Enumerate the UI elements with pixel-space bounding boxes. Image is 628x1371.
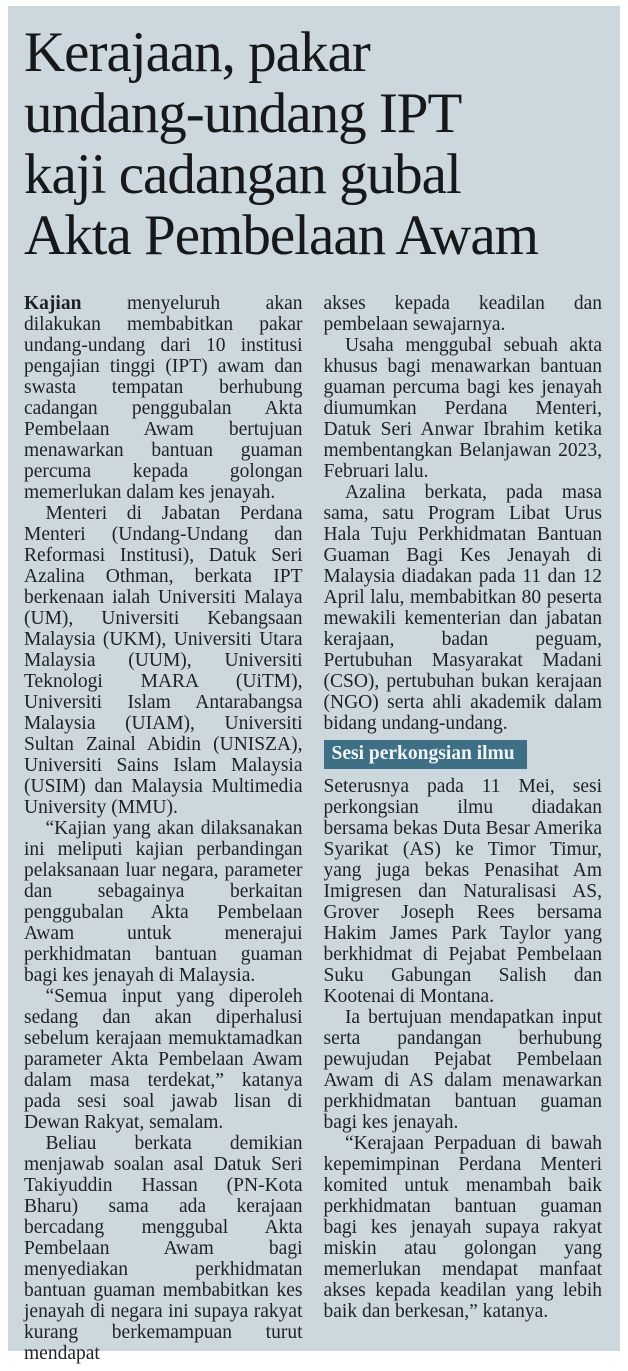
headline-line: kaji cadangan gubal <box>24 143 461 206</box>
lead-rest: menyeluruh akan dilakukan membabitkan pakar undang-undang dari 10 institusi pengajian tinggi (IPT) awam dan swasta tempatan berhubung cadangan penggubalan Akta Pembelaan Awam bertujuan menawarkan bantuan guaman percuma kepada golongan memerlukan dalam kes jenayah. <box>24 293 303 503</box>
headline-line: undang-undang IPT <box>24 82 462 145</box>
paragraph: Ia bertujuan mendapatkan input serta pandangan berhubung pewujudan Pejabat Pembelaan Awam di AS dalam menawarkan perkhidmatan bantuan guaman bagi kes jenayah. <box>323 1007 602 1134</box>
article-headline <box>24 22 602 266</box>
paragraph: “Kajian yang akan dilaksanakan ini meliputi kajian perbandingan pelaksanaan luar negara, parameter dan sebagainya berkaitan penggubalan Akta Pembelaan Awam untuk menerajui perkhidmatan bantuan guaman bagi kes jenayah di Malaysia. <box>24 818 303 986</box>
article-panel <box>8 6 620 1364</box>
paragraph: Usaha menggubal sebuah akta khusus bagi menawarkan bantuan guaman percuma bagi kes jenayah diumumkan Perdana Menteri, Datuk Seri Anwar Ibrahim ketika membentangkan Belanjawan 2023, Februari lalu. <box>323 335 602 482</box>
lead-word: Kajian <box>24 293 82 314</box>
paragraph: Azalina berkata, pada masa sama, satu Program Libat Urus Hala Tuju Perkhidmatan Bantuan Guaman Bagi Kes Jenayah di Malaysia diadakan pada 11 dan 12 April lalu, membabitkan 80 peserta mewakili kementerian dan jabatan kerajaan, badan peguam, Pertubuhan Masyarakat Madani (CSO), pertubuhan bukan kerajaan (NGO) serta ahli akademik dalam bidang undang-undang. <box>323 482 602 734</box>
paragraph: Menteri di Jabatan Perdana Menteri (Undang-Undang dan Reformasi Institusi), Datuk Seri Azalina Othman, berkata IPT berkenaan ialah Universiti Malaya (UM), Universiti Kebangsaan Malaysia (UKM), Universiti Utara Malaysia (UUM), Universiti Teknologi MARA (UiTM), Universiti Islam Antarabangsa Malaysia (UIAM), Universiti Sultan Zainal Abidin (UNISZA), Universiti Sains Islam Malaysia (USIM) dan Malaysia Multimedia University (MMU). <box>24 503 303 818</box>
paragraph: Beliau berkata demikian menjawab soalan asal Datuk Seri Takiyuddin Hassan (PN-Kota Bharu) sama ada kerajaan bercadang menggubal Akta Pembelaan Awam bagi menyediakan perkhidmatan bantuan guaman membabitkan kes jenayah di negara ini supaya rakyat kurang berkemampuan turut mendapat <box>24 1133 303 1364</box>
section-subheading-label: Sesi perkongsian ilmu <box>331 743 515 764</box>
paragraph: Seterusnya pada 11 Mei, sesi perkongsian ilmu diadakan bersama bekas Duta Besar Amerika Syarikat (AS) ke Timor Timur, yang juga bekas Penasihat Am Imigresen dan Naturalisasi AS, Grover Joseph Rees bersama Hakim James Park Taylor yang berkhidmat di Pejabat Pembelaan Suku Gabungan Salish dan Kootenai di Montana. <box>323 776 602 1008</box>
article-body <box>24 293 602 1364</box>
section-subheading <box>324 740 527 769</box>
headline-line: Akta Pembelaan Awam <box>24 204 538 267</box>
left-column <box>24 293 303 1364</box>
paragraph-continuation: akses kepada keadilan dan pembelaan sewajarnya. <box>323 293 602 335</box>
paragraph: “Semua input yang diperoleh sedang dan akan diperhalusi sebelum kerajaan memuktamadkan parameter Akta Pembelaan Awam dalam masa terdekat,” katanya pada sesi soal jawab lisan di Dewan Rakyat, semalam. <box>24 986 303 1133</box>
paragraph: “Kerajaan Perpaduan di bawah kepemimpinan Perdana Menteri komited untuk menambah baik perkhidmatan bantuan guaman bagi kes jenayah supaya rakyat miskin atau golongan yang memerlukan mendapat manfaat akses kepada keadilan yang lebih baik dan berkesan,” katanya. <box>323 1133 602 1323</box>
right-column <box>324 293 603 1364</box>
paragraph-lead <box>24 293 303 503</box>
headline-line: Kerajaan, pakar <box>24 21 370 84</box>
